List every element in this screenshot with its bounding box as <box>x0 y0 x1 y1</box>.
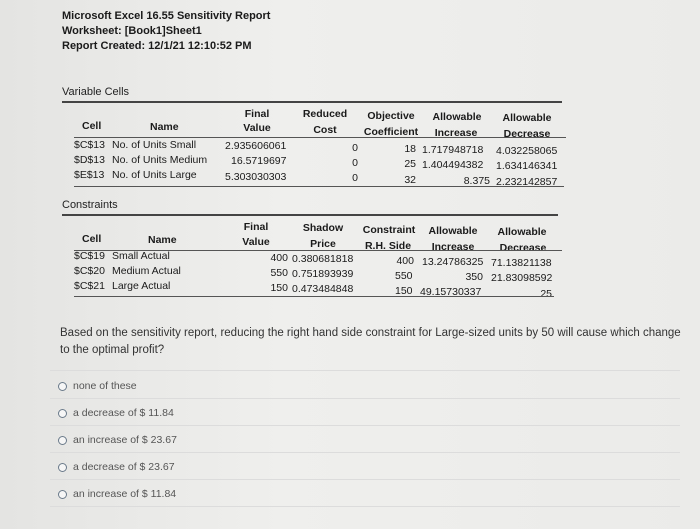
con-shadow: 0.473484848 <box>292 283 354 295</box>
variable-cells-section-label: Variable Cells <box>62 86 130 98</box>
answer-option-label: an increase of $ 23.67 <box>73 434 177 446</box>
var-header-reduced-bottom: Cost <box>313 124 337 136</box>
var-objective: 32 <box>404 174 416 186</box>
con-header-name: Name <box>148 234 177 246</box>
option-divider <box>50 370 680 371</box>
var-decrease: 4.032258065 <box>496 145 558 157</box>
var-increase: 1.717948718 <box>422 144 484 156</box>
con-bottom-rule <box>74 296 554 297</box>
var-decrease: 1.634146341 <box>496 160 558 172</box>
answer-option[interactable] <box>58 429 177 451</box>
var-header-name: Name <box>150 121 179 133</box>
report-created-label: Report Created: 12/1/21 12:10:52 PM <box>62 40 252 52</box>
answer-option[interactable] <box>58 375 137 397</box>
con-increase: 350 <box>465 271 483 283</box>
option-divider <box>50 479 680 480</box>
var-header-objective-top: Objective <box>367 110 415 122</box>
con-header-constraint-top: Constraint <box>362 224 416 236</box>
option-divider <box>50 506 680 507</box>
con-header-allow-dec-top: Allowable <box>497 226 547 238</box>
var-objective: 25 <box>404 158 416 170</box>
radio-button-icon[interactable] <box>58 463 67 472</box>
var-increase: 8.375 <box>463 175 490 187</box>
var-increase: 1.404494382 <box>422 159 484 171</box>
var-header-allow-dec-top: Allowable <box>502 112 552 124</box>
var-header-final-bottom: Value <box>243 122 271 134</box>
option-divider <box>50 452 680 453</box>
radio-button-icon[interactable] <box>58 382 67 391</box>
con-increase: 13.24786325 <box>422 256 484 268</box>
worksheet-label: Worksheet: [Book1]Sheet1 <box>62 25 202 37</box>
var-final: 5.303030303 <box>225 171 287 183</box>
option-divider <box>50 398 680 399</box>
var-cell: $E$13 <box>74 169 105 181</box>
var-header-objective-bottom: Coefficient <box>363 126 419 138</box>
con-increase: 49.15730337 <box>420 286 482 298</box>
answer-option[interactable] <box>58 483 176 505</box>
con-final: 150 <box>270 282 288 294</box>
var-header-final-top: Final <box>244 108 270 120</box>
con-decrease: 71.13821138 <box>491 257 552 269</box>
con-final: 400 <box>270 252 288 264</box>
con-name: Small Actual <box>112 250 170 262</box>
answer-option-label: an increase of $ 11.84 <box>73 488 177 500</box>
radio-button-icon[interactable] <box>58 409 67 418</box>
con-rhs: 550 <box>395 270 413 282</box>
var-bottom-rule <box>74 186 564 187</box>
variable-cells-top-rule <box>62 101 562 103</box>
var-decrease: 2.232142857 <box>496 176 558 188</box>
con-rhs: 150 <box>395 285 413 297</box>
var-final: 2.935606061 <box>225 140 287 152</box>
con-name: Medium Actual <box>112 265 181 277</box>
con-cell: $C$21 <box>74 280 105 292</box>
con-shadow: 0.380681818 <box>292 253 354 265</box>
con-name: Large Actual <box>112 280 171 292</box>
var-reduced: 0 <box>352 142 358 154</box>
con-header-shadow-top: Shadow <box>302 222 344 234</box>
con-cell: $C$19 <box>74 250 105 262</box>
var-reduced: 0 <box>352 157 358 169</box>
var-header-rule <box>74 137 566 138</box>
var-header-cell: Cell <box>82 120 102 132</box>
question-text: Based on the sensitivity report, reducing the right hand side constraint for Large-sized units by 50 will cause which change to the optimal profit? <box>60 327 681 356</box>
constraints-section-label: Constraints <box>62 199 118 211</box>
report-title: Microsoft Excel 16.55 Sensitivity Report <box>62 10 271 22</box>
con-final: 550 <box>270 267 288 279</box>
constraints-top-rule <box>62 214 558 216</box>
var-name: No. of Units Large <box>112 169 197 181</box>
option-divider <box>50 425 680 426</box>
var-name: No. of Units Medium <box>112 154 208 166</box>
var-name: No. of Units Small <box>112 139 197 151</box>
var-cell: $D$13 <box>74 154 105 166</box>
con-header-shadow-bottom: Price <box>310 238 336 250</box>
con-decrease: 25 <box>540 288 552 300</box>
var-header-allow-inc-top: Allowable <box>432 111 482 123</box>
con-cell: $C$20 <box>74 265 105 277</box>
radio-button-icon[interactable] <box>58 490 67 499</box>
radio-button-icon[interactable] <box>58 436 67 445</box>
con-header-allow-inc-top: Allowable <box>428 225 478 237</box>
con-decrease: 21.83098592 <box>491 272 553 284</box>
con-header-final-top: Final <box>243 221 269 233</box>
var-objective: 18 <box>404 143 416 155</box>
con-header-final-bottom: Value <box>242 236 270 248</box>
var-cell: $C$13 <box>74 139 105 151</box>
var-final: 16.5719697 <box>231 155 287 167</box>
con-shadow: 0.751893939 <box>292 268 354 280</box>
con-header-allow-dec-bottom: Decrease <box>499 242 547 254</box>
con-header-constraint-bottom: R.H. Side <box>364 240 412 252</box>
var-header-reduced-top: Reduced <box>302 108 348 120</box>
var-header-allow-inc-bottom: Increase <box>434 127 478 139</box>
con-rhs: 400 <box>396 255 414 267</box>
con-header-allow-inc-bottom: Increase <box>431 241 475 253</box>
answer-option-label: none of these <box>73 380 137 392</box>
con-header-cell: Cell <box>82 233 102 245</box>
answer-option-label: a decrease of $ 23.67 <box>73 461 175 473</box>
var-reduced: 0 <box>352 172 358 184</box>
answer-option[interactable] <box>58 402 174 424</box>
answer-option[interactable] <box>58 456 175 478</box>
var-header-allow-dec-bottom: Decrease <box>503 128 551 140</box>
answer-option-label: a decrease of $ 11.84 <box>73 407 174 419</box>
